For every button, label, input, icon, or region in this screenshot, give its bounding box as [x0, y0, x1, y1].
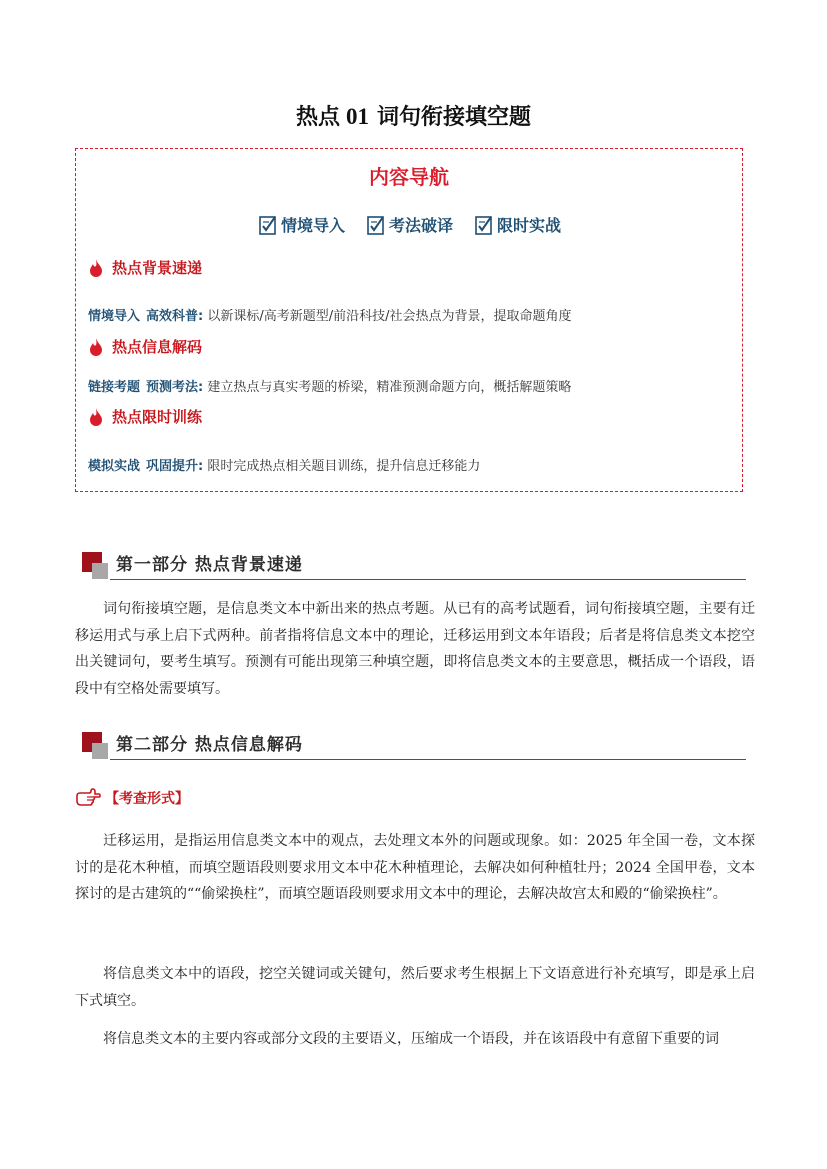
nav-links: [76, 213, 742, 236]
hot-key2: 巩固提升:: [146, 459, 204, 474]
hot-key2: 预测考法:: [146, 380, 204, 395]
heading-marker-grey: [92, 743, 108, 759]
checklist-icon: [365, 214, 387, 236]
hot-desc: 以新课标/高考新题型/前沿科技/社会热点为背景，提取命题角度: [207, 309, 572, 324]
exam-form-heading: [75, 788, 189, 808]
hot-heading-training: [88, 406, 202, 427]
hot-key: 链接考题: [88, 380, 141, 395]
part2-paragraph-2: 将信息类文本中的语段，挖空关键词或关键句，然后要求考生根据上下文语意进行补充填写，即是承上启下式填空。: [75, 966, 755, 1009]
heading-underline: [110, 759, 746, 761]
checklist-icon: [257, 214, 279, 236]
hot-heading-background: [88, 257, 202, 278]
hot-desc: 限时完成热点相关题目训练，提升信息迁移能力: [207, 459, 481, 474]
checklist-icon: [473, 214, 495, 236]
hot-row-training: [88, 455, 480, 474]
flame-icon: [88, 337, 104, 357]
section-heading-text: 第一部分 热点背景速递: [116, 555, 303, 575]
section-heading-part2: [80, 728, 746, 762]
nav-link-method[interactable]: [365, 213, 453, 236]
heading-marker-grey: [92, 563, 108, 579]
nav-heading: 内容导航: [369, 165, 449, 189]
title-text: 词句衔接填空题: [377, 104, 532, 130]
hot-heading-label: 热点背景速递: [112, 259, 203, 277]
title-prefix: 热点: [295, 104, 340, 130]
flame-icon: [88, 258, 104, 278]
section-heading-text: 第二部分 热点信息解码: [116, 735, 303, 755]
hot-desc: 建立热点与真实考题的桥梁，精准预测命题方向，概括解题策略: [207, 380, 572, 395]
part2-paragraph-1: 迁移运用，是指运用信息类文本中的观点，去处理文本外的问题或现象。如：2025 年全国一卷，文本探讨的是花木种植，而填空题语段则要求用文本中花木种植理论，去解决如何种植牡丹；2024 全国甲卷，文本探讨的是古建筑的““偷梁换柱”，而填空题语段则要求用文本中的理论，去解决故宫太和殿的“偷梁换柱”。: [75, 833, 755, 902]
page-title: [0, 100, 827, 131]
hot-key: 情境导入: [88, 309, 141, 324]
hot-key2: 高效科普:: [146, 309, 204, 324]
content-navigation-box: [75, 148, 743, 492]
part1-paragraph: 词句衔接填空题，是信息类文本中新出来的热点考题。从已有的高考试题看，词句衔接填空题，主要有迁移运用式与承上启下式两种。前者指将信息文本中的理论，迁移运用到文本年语段；后者是将信息类文本挖空出关键词句，要考生填写。预测有可能出现第三种填空题，即将信息类文本的主要意思，概括成一个语段，语段中有空格处需要填写。: [75, 601, 755, 697]
flame-icon: [88, 407, 104, 427]
nav-link-practice[interactable]: [473, 213, 561, 236]
section-heading-part1: [80, 548, 746, 582]
hot-key: 模拟实战: [88, 459, 141, 474]
exam-form-label: 【考查形式】: [105, 791, 189, 807]
heading-underline: [110, 579, 746, 581]
nav-link-situation[interactable]: [257, 213, 345, 236]
pointing-hand-icon: [75, 788, 101, 808]
hot-row-decode: [88, 376, 571, 395]
nav-link-label: 限时实战: [497, 216, 562, 235]
hot-heading-decode: [88, 336, 202, 357]
nav-link-label: 情境导入: [280, 216, 345, 235]
part2-paragraph-3: 将信息类文本的主要内容或部分文段的主要语义，压缩成一个语段，并在该语段中有意留下重要的词: [103, 1031, 719, 1047]
nav-link-label: 考法破译: [388, 216, 453, 235]
hot-heading-label: 热点限时训练: [112, 408, 203, 426]
title-number: 01: [346, 104, 369, 129]
hot-heading-label: 热点信息解码: [112, 338, 203, 356]
hot-row-background: [88, 305, 572, 324]
